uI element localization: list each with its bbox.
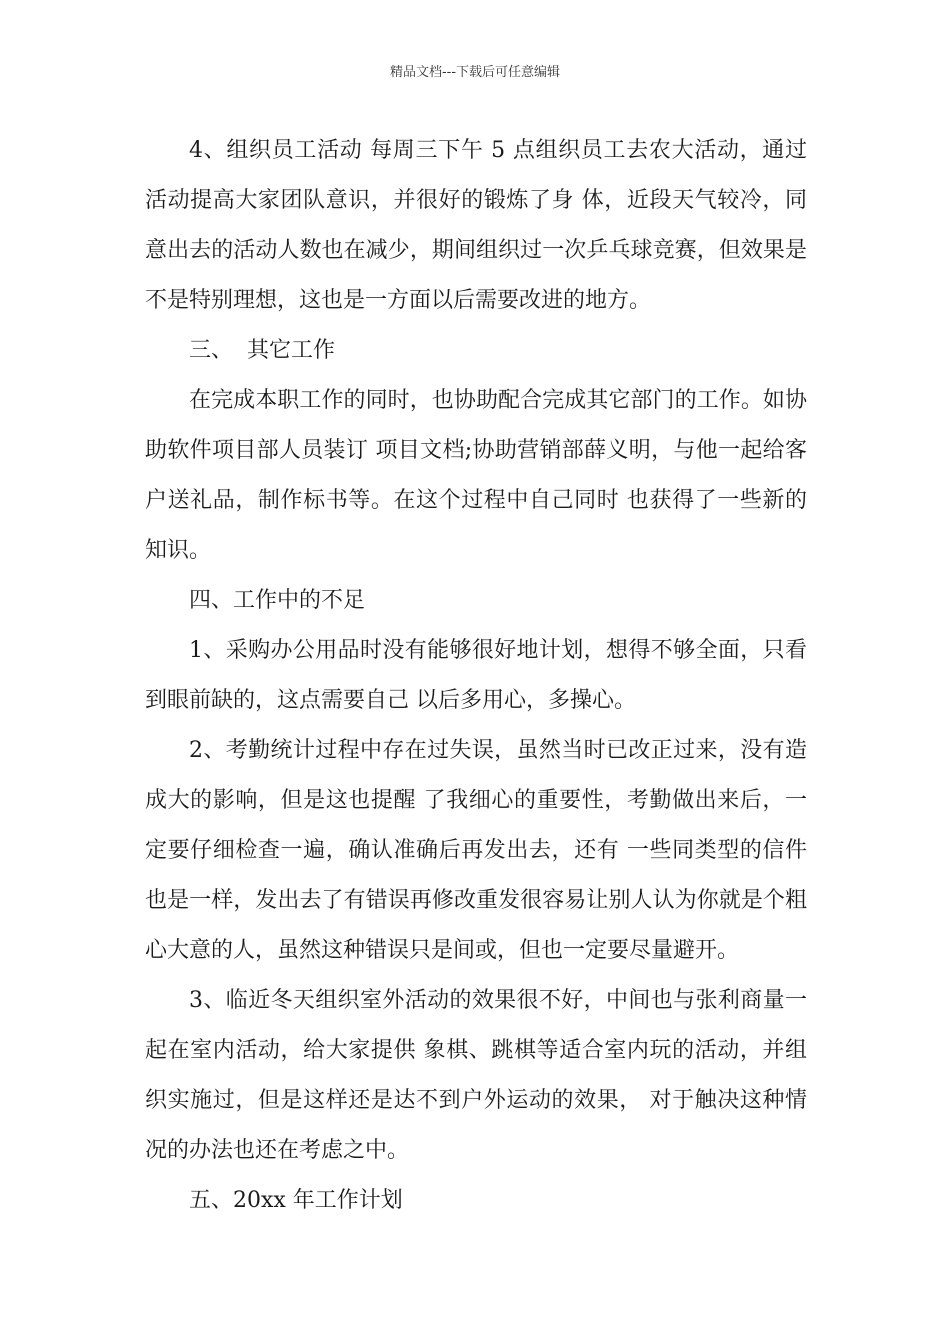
section-heading-other-work: 三、 其它工作 — [189, 338, 335, 363]
paragraph-employee-activities: 4、组织员工活动 每周三下午 5 点组织员工去农大活动，通过活动提高大家团队意识，并很好的锻炼了身 体，近段天气较冷，同意出去的活动人数也在减少，期间组织过一次乒乓球竞赛，但效果是不是特别理想，这也是一方面以后需要改进的地方。 — [145, 138, 807, 313]
document-body — [145, 126, 814, 1226]
section-heading-shortcomings: 四、工作中的不足 — [189, 588, 366, 613]
paragraph-shortcoming-1: 1、采购办公用品时没有能够很好地计划，想得不够全面，只看到眼前缺的，这点需要自己 以后多用心，多操心。 — [145, 638, 807, 713]
paragraph-other-work: 在完成本职工作的同时，也协助配合完成其它部门的工作。如协助软件项目部人员装订 项目文档;协助营销部薛义明，与他一起给客户送礼品，制作标书等。在这个过程中自己同时 也获得了一些新的知识。 — [145, 388, 807, 563]
section-heading-work-plan: 五、20xx 年工作计划 — [189, 1188, 403, 1213]
paragraph-shortcoming-3: 3、临近冬天组织室外活动的效果很不好，中间也与张利商量一起在室内活动，给大家提供 象棋、跳棋等适合室内玩的活动，并组织实施过，但是这样还是达不到户外运动的效果， 对于触决这种情况的办法也还在考虑之中。 — [145, 988, 807, 1163]
page-header: 精品文档---下载后可任意编辑 — [389, 65, 561, 80]
paragraph-shortcoming-2: 2、考勤统计过程中存在过失误，虽然当时已改正过来，没有造成大的影响，但是这也提醒 了我细心的重要性，考勤做出来后，一定要仔细检查一遍，确认准确后再发出去，还有 一些同类型的信件也是一样，发出去了有错误再修改重发很容易让别人认为你就是个粗 心大意的人，虽然这种错误只是间或，但也一定要尽量避开。 — [145, 738, 814, 963]
